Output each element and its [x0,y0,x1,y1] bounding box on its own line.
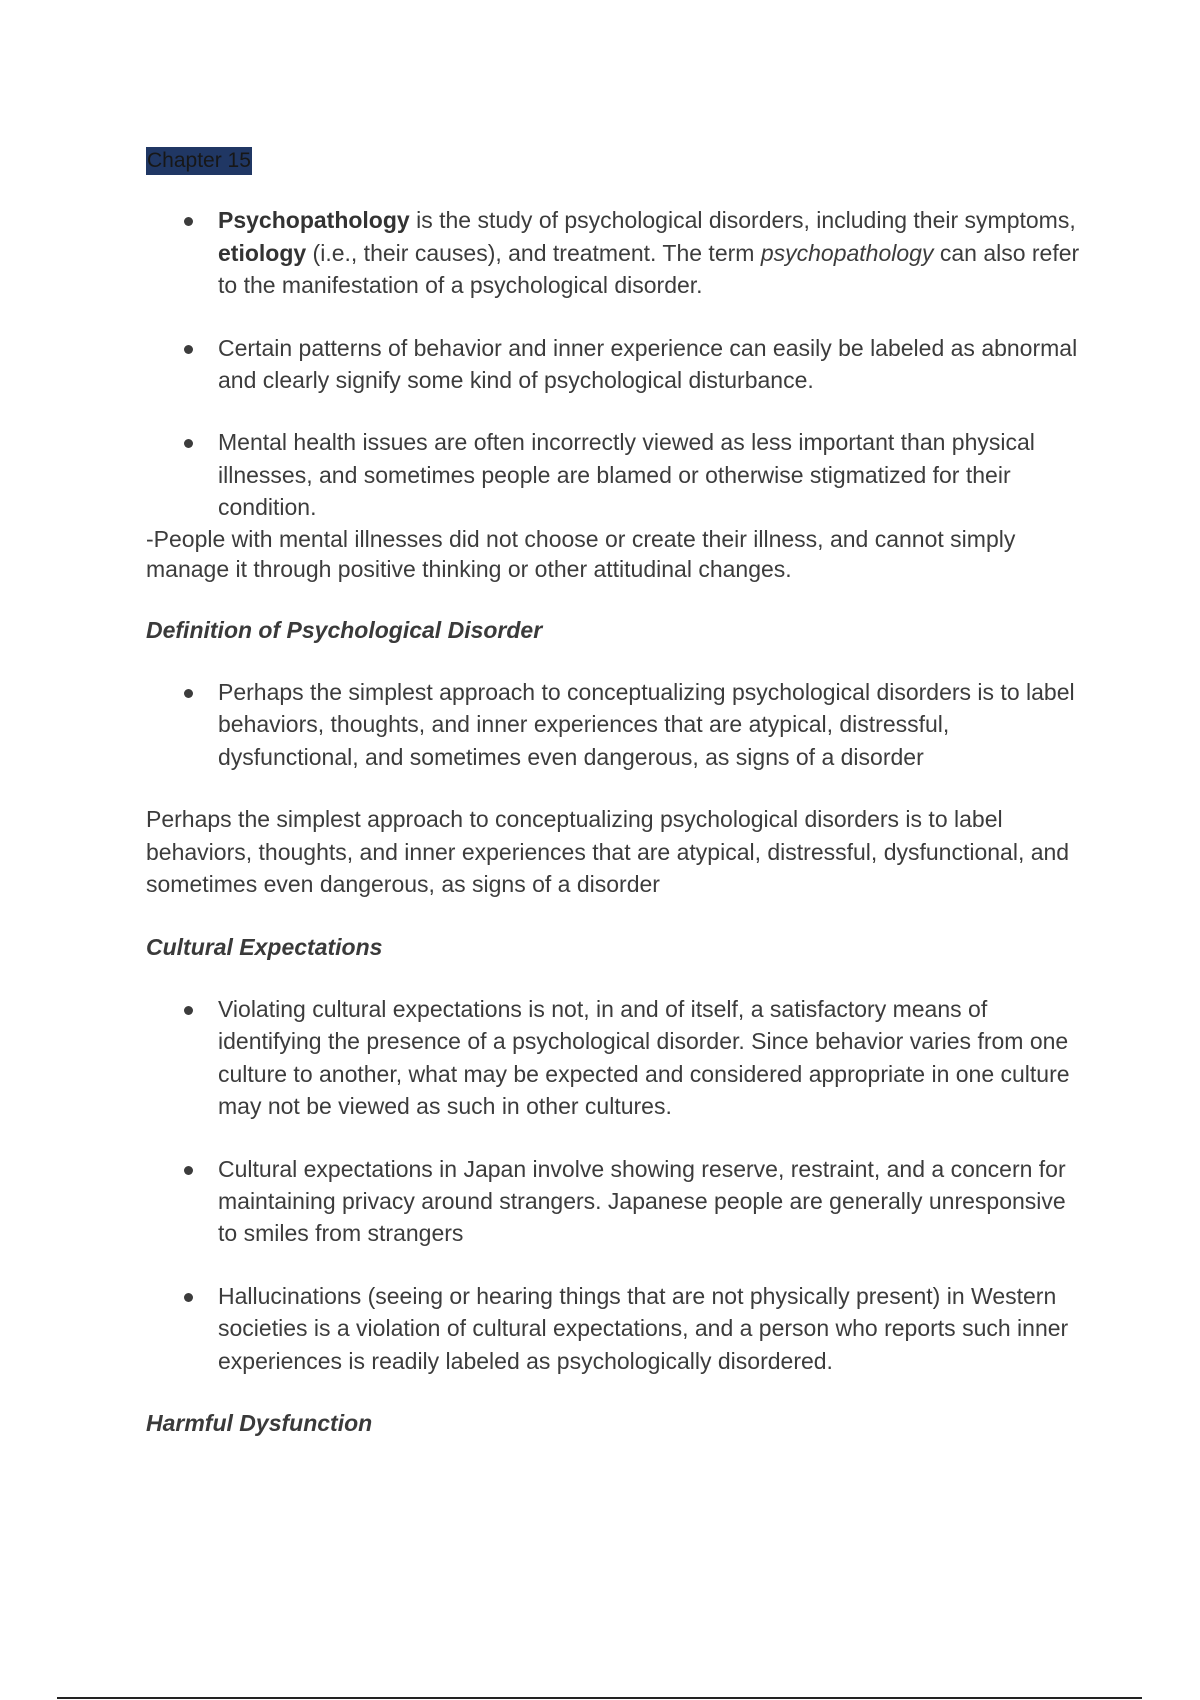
term-etiology: etiology [218,239,307,266]
intro-note: -People with mental illnesses did not choose or create their illness, and cannot simply manage it through positive thinking or other attitudinal changes. [146,525,1016,582]
list-item-text: Hallucinations (seeing or hearing things that are not physically present) in Western societies is a violation of cultural expectations, and a person who reports such inner experiences is readily labeled as psychologically disordered. [218,1282,1069,1374]
document-page [146,143,1086,1439]
list-item [146,1280,1086,1377]
section-heading-cultural: Cultural Expectations [146,933,383,960]
page-bottom-divider [57,1697,1142,1699]
section-heading-definition: Definition of Psychological Disorder [146,616,543,643]
intro-bullet-list [146,204,1086,523]
list-item-text: Certain patterns of behavior and inner experience can easily be labeled as abnormal and clearly signify some kind of psychological disturbance. [218,334,1078,394]
list-item [146,1153,1086,1250]
section-heading-harmful: Harmful Dysfunction [146,1409,373,1436]
bullet-dot-icon [184,1166,193,1175]
cultural-bullet-list [146,993,1086,1377]
bullet-dot-icon [184,217,193,226]
list-item [146,676,1086,773]
list-item-text: (i.e., their causes), and treatment. The term [306,239,761,266]
list-item-text: is the study of psychological disorders, including their symptoms, [409,207,1076,234]
list-item-text: Cultural expectations in Japan involve showing reserve, restraint, and a concern for maintaining privacy around strangers. Japanese people are generally unresponsive to smiles from strangers [218,1155,1066,1247]
term-italic: psychopathology [760,239,934,266]
list-item-text: Perhaps the simplest approach to conceptualizing psychological disorders is to label behaviors, thoughts, and inner experiences that are atypical, distressful, dysfunctional, and sometimes even dangerous, as signs of a disorder [218,679,1075,770]
list-item-text: Violating cultural expectations is not, in and of itself, a satisfactory means of identifying the presence of a psychological disorder. Since behavior varies from one culture to another, what may be expected and considered appropriate in one culture may not be viewed as such in other cultures. [218,995,1070,1120]
list-item [146,426,1086,523]
definition-bullet-list [146,676,1086,773]
term-psychopathology: Psychopathology [218,207,410,234]
list-item [146,204,1086,301]
list-item [146,993,1086,1123]
list-item-text: Mental health issues are often incorrectly viewed as less important than physical illnesses, and sometimes people are blamed or otherwise stigmatized for their condition. [218,429,1035,521]
bullet-dot-icon [184,1006,193,1015]
chapter-title-row [146,143,1086,175]
bullet-dot-icon [184,1293,193,1302]
chapter-title-selected[interactable]: Chapter 15 [146,147,252,175]
bullet-dot-icon [184,689,193,698]
definition-paragraph: Perhaps the simplest approach to conceptualizing psychological disorders is to label behaviors, thoughts, and inner experiences that are atypical, distressful, dysfunctional, and sometimes even dangerous, as signs of a disorder [146,806,1070,898]
bullet-dot-icon [184,345,193,354]
list-item [146,332,1086,397]
list-item-text: can also refer to the manifestation of a psychological disorder. [218,239,1080,299]
bullet-dot-icon [184,439,193,448]
